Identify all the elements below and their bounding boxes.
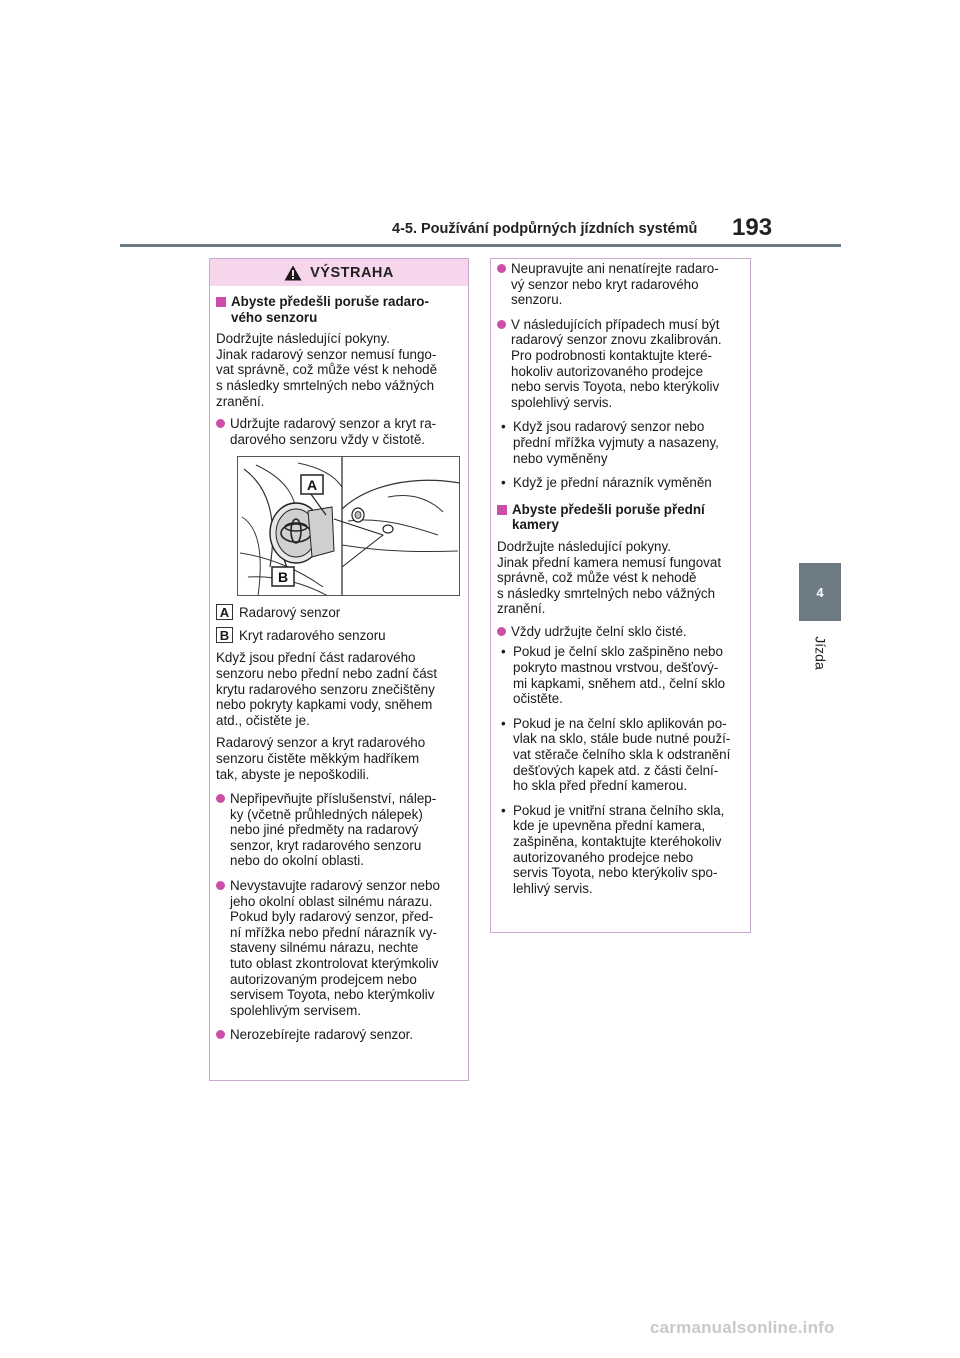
legend-label-b: Kryt radarového senzoru [239, 627, 386, 643]
paragraph: Dodržujte následující pokyny. Jinak přední kamera nemusí fungovat správně, což může vést k nehodě s následky smrtelných nebo vážných zranění. [497, 538, 722, 617]
legend-badge-b: B [216, 627, 233, 643]
header-rule [120, 244, 841, 247]
bullet-glyph: • [501, 419, 506, 435]
dot-bullet-icon [497, 320, 506, 329]
list-item: Udržujte radarový senzor a kryt ra- darového senzoru vždy v čistotě. [216, 416, 460, 447]
bullet-item: • Pokud je na čelní sklo aplikován po- vlak na sklo, stále bude nutné použí- vat stěrače čelního skla k odstranění dešťových kapek atd. z části čelní- ho skla před přední kamerou. [501, 715, 731, 794]
bullet-glyph: • [501, 715, 506, 731]
warning-heading: Abyste předešli poruše radaro- vého senzoru [216, 294, 460, 325]
legend-label-a: Radarový senzor [239, 604, 341, 620]
list-item: Vždy udržujte čelní sklo čisté. [497, 624, 742, 640]
bullet-glyph: • [501, 644, 506, 660]
legend-badge-a: A [216, 604, 233, 620]
square-bullet-icon [216, 297, 226, 307]
bullet-glyph: • [501, 475, 506, 491]
warning-box [209, 258, 469, 1081]
list-item: Nepřipevňujte příslušenství, nálep- ky (včetně průhledných nálepek) nebo jiné předměty na radarový senzor, kryt radarového senzoru nebo do okolní oblasti. [216, 791, 460, 869]
section-heading: Abyste předešli poruše přední kamery [497, 502, 742, 533]
list-item: V následujících případech musí být radarový senzor znovu zkalibrován. Pro podrobnosti kontaktujte které- hokoliv autorizovaného prodejce nebo servis Toyota, nebo kterýkoliv spolehlivý servis. [497, 317, 742, 411]
warning-intro: Dodržujte následující pokyny. Jinak radarový senzor nemusí fungo- vat správně, což může vést k nehodě s následky smrtelných nebo vážných zranění. [216, 331, 438, 409]
dot-bullet-icon [216, 794, 225, 803]
bullet-item: • Když jsou radarový senzor nebo přední mřížka vyjmuty a nasazeny, nebo vyměněny [501, 419, 719, 466]
square-bullet-icon [497, 505, 507, 515]
dot-bullet-icon [497, 264, 506, 273]
paragraph: Když jsou přední část radarového senzoru nebo přední nebo zadní část krytu radarového senzoru znečištěny nebo pokryty kapkami vody, sněhem atd., očistěte je. [216, 650, 438, 728]
warning-header [210, 259, 468, 286]
section-title: 4-5. Používání podpůrných jízdních systémů [392, 221, 698, 237]
warning-box-continued [490, 258, 751, 933]
warning-title: VÝSTRAHA [310, 264, 394, 281]
bullet-item: • Pokud je vnitřní strana čelního skla, kde je upevněna přední kamera, zašpiněna, kontaktujte kteréhokoliv autorizovaného prodejce nebo servis Toyota, nebo kterýkoliv spo- lehlivý servis. [501, 802, 725, 896]
callout-a: A [306, 477, 318, 494]
radar-sensor-figure [237, 456, 460, 596]
paragraph: Radarový senzor a kryt radarového senzoru čistěte měkkým hadříkem tak, abyste je nepoškodili. [216, 735, 426, 782]
list-item: Neupravujte ani nenatírejte radaro- vý senzor nebo kryt radarového senzoru. [497, 261, 742, 308]
callout-b: B [277, 569, 289, 586]
legend-row-b [216, 627, 460, 643]
dot-bullet-icon [497, 627, 506, 636]
list-item: Nevystavujte radarový senzor nebo jeho okolní oblast silnému nárazu. Pokud byly radarový senzor, před- ní mřížka nebo přední nárazník vy- staveny silnému nárazu, nechte tuto oblast zkontrolovat kterýmkoliv autorizovaným prodejcem nebo servisem Toyota, nebo kterýmkoliv spolehlivým servisem. [216, 878, 460, 1018]
list-item: Nerozebírejte radarový senzor. [216, 1027, 460, 1043]
warning-triangle-icon [284, 265, 302, 281]
watermark: carmanualsonline.info [650, 1318, 835, 1337]
dot-bullet-icon [216, 881, 225, 890]
dot-bullet-icon [216, 419, 225, 428]
chapter-label: Jízda [813, 636, 829, 670]
bullet-item: • Když je přední nárazník vyměněn [501, 475, 712, 491]
page-number: 193 [732, 214, 773, 241]
bullet-item: • Pokud je čelní sklo zašpiněno nebo pokryto mastnou vrstvou, dešťový- mi kapkami, sněhem atd., čelní sklo očistěte. [501, 644, 726, 707]
chapter-tab[interactable] [799, 563, 841, 621]
legend-row-a [216, 604, 460, 620]
dot-bullet-icon [216, 1030, 225, 1039]
bullet-glyph: • [501, 802, 506, 818]
chapter-number: 4 [816, 584, 824, 600]
